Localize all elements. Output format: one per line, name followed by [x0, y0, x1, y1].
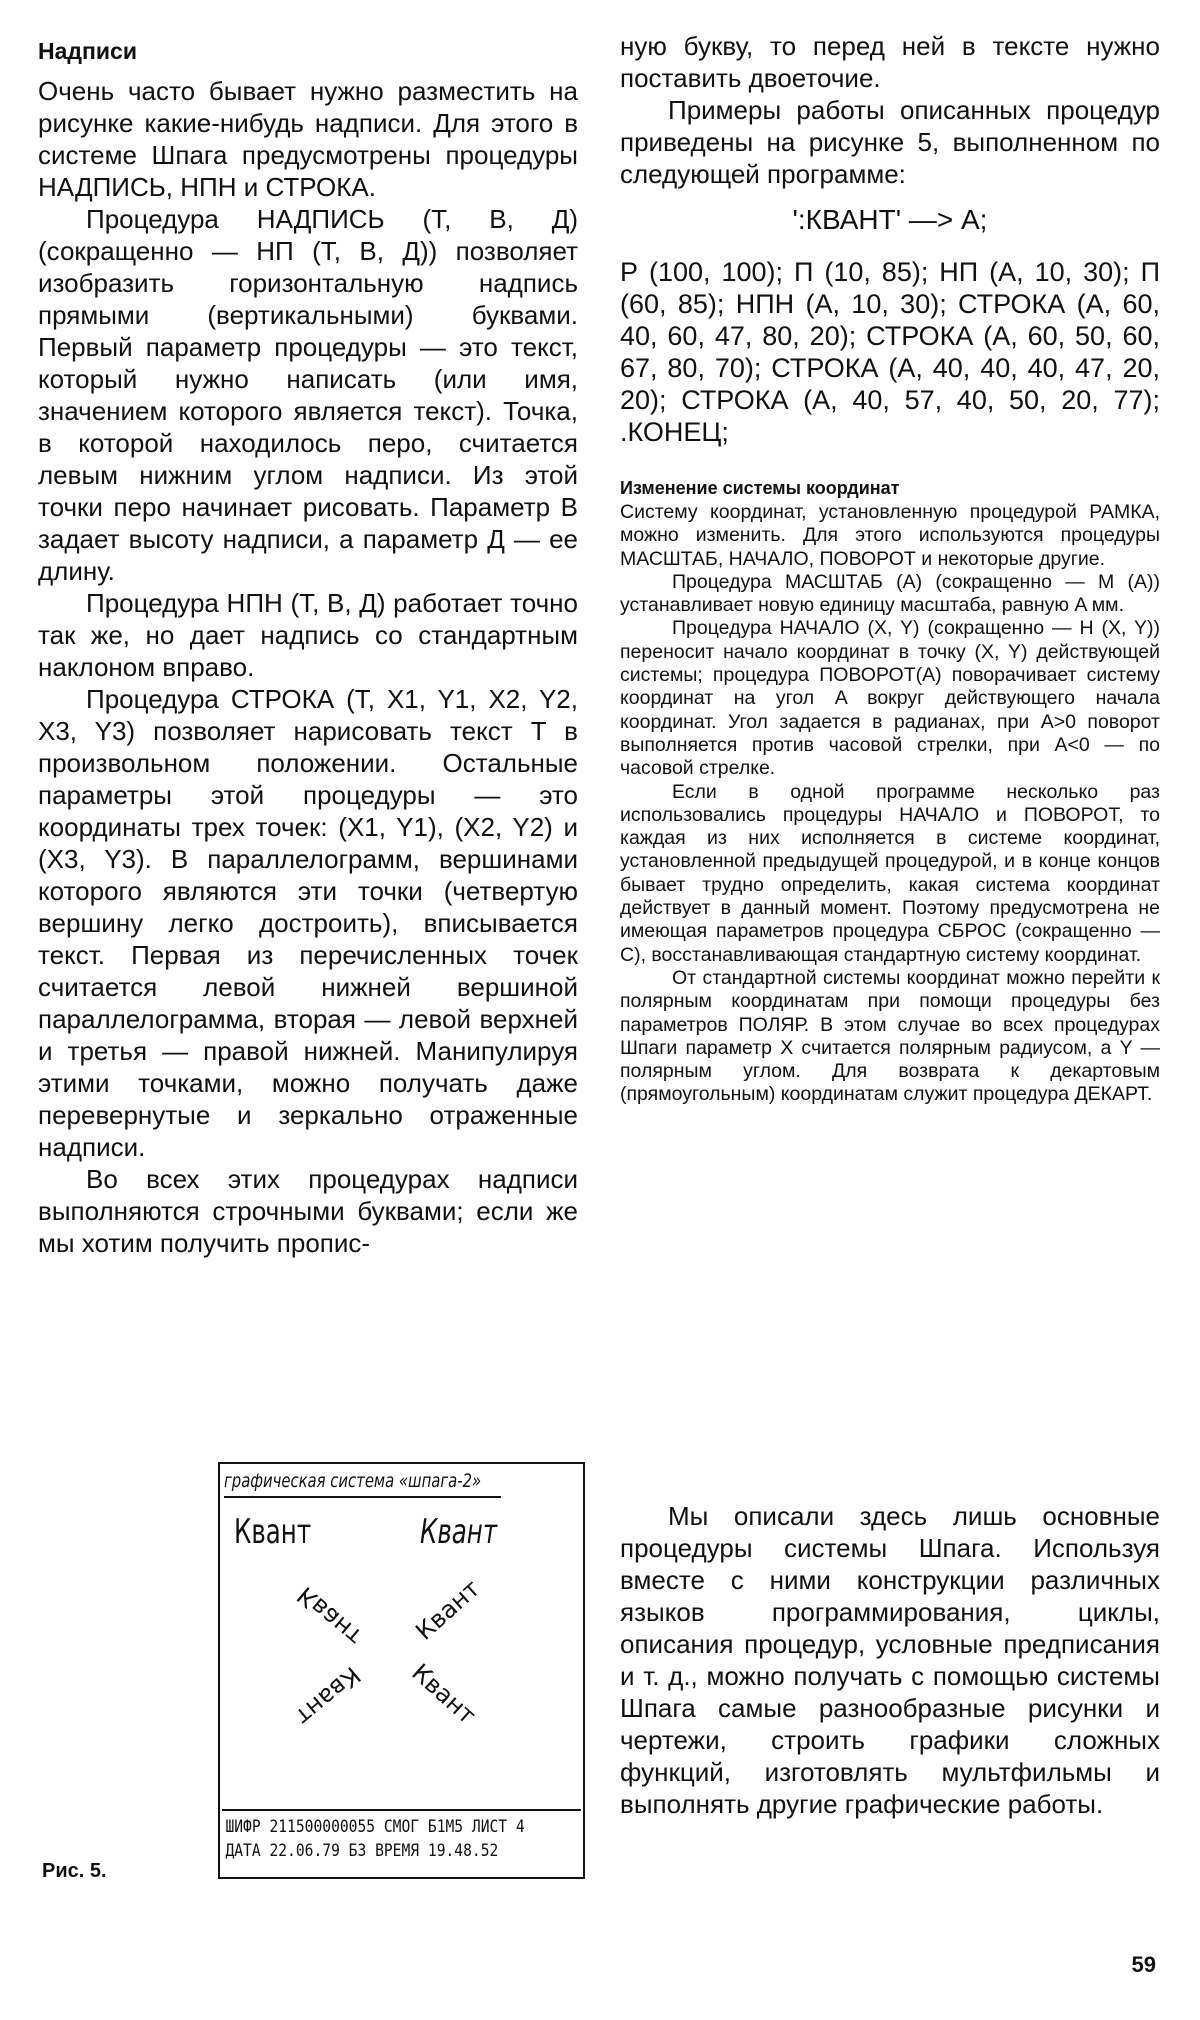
paragraph: Процедура НПН (T, B, Д) работает точно так же, но дает надпись со стандартным наклоном вправо.	[38, 588, 578, 682]
page-number: 59	[1131, 1952, 1156, 1977]
figure-footer-line: ШИФР 211500000055 СМОГ Б1М5 ЛИСТ 4	[225, 1817, 525, 1837]
paragraph: Процедура СТРОКА (T, X1, Y1, X2, Y2, X3, Y3) позволяет нарисовать текст T в произвольном положении. Остальные параметры этой процедуры — это координаты трех точек: (X1, Y1), (X2, Y2) и (X3, Y3). В параллелограмм, вершинами которого являются эти точки (четвертую вершину легко достроить), вписывается текст. Первая из перечисленных точек считается левой нижней вершиной параллелограмма, вторая — левой верхней и третья — правой нижней. Манипулируя этими точками, можно получать даже перевернутые и зеркально отраженные надписи.	[38, 684, 578, 1162]
right-column	[620, 30, 1160, 1107]
figure-word-rotated-upper-right: Квант	[410, 1574, 486, 1646]
paragraph: Очень часто бывает нужно разместить на рисунке какие-нибудь надписи. Для этого в системе Шпага предусмотрены процедуры НАДПИСЬ, НПН и СТРОКА.	[38, 76, 578, 202]
paragraph: От стандартной системы координат можно перейти к полярным координатам при помощи процедуры без параметров ПОЛЯР. В этом случае во всех процедурах Шпаги параметр X считается полярным радиусом, а Y — полярным углом. Для возврата к декартовым (прямоугольным) координатам служит процедура ДЕКАРТ.	[620, 966, 1160, 1106]
section-heading-inscriptions: Надписи	[38, 38, 137, 64]
paragraph: Процедура НАДПИСЬ (T, B, Д) (сокращенно — НП (T, B, Д)) позволяет изобразить горизонтальную надпись прямыми (вертикальными) буквами. Первый параметр процедуры — это текст, который нужно написать (или имя, значением которого является текст). Точка, в которой находилось перо, считается левым нижним углом надписи. Из этой точки перо начинает рисовать. Параметр B задает высоту надписи, а параметр Д — ее длину.	[38, 204, 578, 586]
paragraph: Систему координат, установленную процедурой РАМКА, можно изменить. Для этого используются процедуры МАСШТАБ, НАЧАЛО, ПОВОРОТ и некоторые другие.	[620, 501, 1160, 570]
figure-5	[218, 1462, 585, 1879]
figure-word-upright: Квант	[234, 1512, 312, 1552]
paragraph: Процедура МАСШТАБ (A) (сокращенно — М (A)) устанавливает новую единицу масштаба, равную A мм.	[620, 570, 1160, 617]
figure-footer	[222, 1809, 581, 1875]
figure-footer-line: ДАТА 22.06.79 Б3 ВРЕМЯ 19.48.52	[225, 1841, 499, 1861]
figure-word-rotated-lower-right: Квант	[406, 1658, 482, 1730]
code-assignment: ':КВАНТ' —> A;	[792, 204, 988, 235]
paragraph: ную букву, то перед ней в тексте нужно поставить двоеточие.	[620, 31, 1160, 93]
paragraph: Примеры работы описанных процедур приведены на рисунке 5, выполненном по следующей программе:	[620, 95, 1160, 189]
code-program: Р (100, 100); П (10, 85); НП (A, 10, 30); П (60, 85); НПН (A, 10, 30); СТРОКА (A, 60, 40, 60, 47, 80, 20); СТРОКА (A, 60, 50, 60, 67, 80, 70); СТРОКА (A, 40, 40, 40, 47, 20, 20); СТРОКА (A, 40, 57, 40, 50, 20, 77); .КОНЕЦ;	[620, 257, 1160, 447]
figure-caption: Рис. 5.	[42, 1860, 107, 1882]
conclusion-block	[620, 1500, 1160, 1820]
paragraph: Процедура НАЧАЛО (X, Y) (сокращенно — Н (X, Y)) переносит начало координат в точку (X, Y) действующей системы; процедура ПОВОРОТ(A) поворачивает систему координат на угол A вокруг действующего начала координат. Угол задается в радианах, при A>0 поворот выполняется против часовой стрелки, при A<0 — по часовой стрелке.	[620, 617, 1160, 780]
figure-word-rotated-upper-left: Квант	[291, 1580, 368, 1652]
subsection-heading-coordinates: Изменение системы координат	[620, 478, 900, 498]
paragraph: Если в одной программе несколько раз использовались процедуры НАЧАЛО и ПОВОРОТ, то каждая из них исполняется в системе координат, установленной предыдущей процедурой, и в конце концов бывает трудно определить, какая система координат действует в данный момент. Поэтому предусмотрена не имеющая параметров процедура СБРОС (сокращенно — С), восстанавливающая стандартную систему координат.	[620, 780, 1160, 966]
figure-title: графическая система «шпага-2»	[224, 1466, 501, 1498]
left-column	[38, 30, 578, 1259]
paragraph: Мы описали здесь лишь основные процедуры системы Шпага. Используя вместе с ними конструкции различных языков программирования, циклы, описания процедур, условные предписания и т. д., можно получать с помощью системы Шпага самые разнообразные рисунки и чертежи, строить графики сложных функций, изготовлять мультфильмы и выполнять другие графические работы.	[620, 1501, 1160, 1819]
paragraph: Во всех этих процедурах надписи выполняются строчными буквами; если же мы хотим получить пропис-	[38, 1164, 578, 1258]
figure-word-rotated-lower-left: Квант	[289, 1660, 366, 1732]
figure-word-italic: Квант	[420, 1512, 498, 1552]
